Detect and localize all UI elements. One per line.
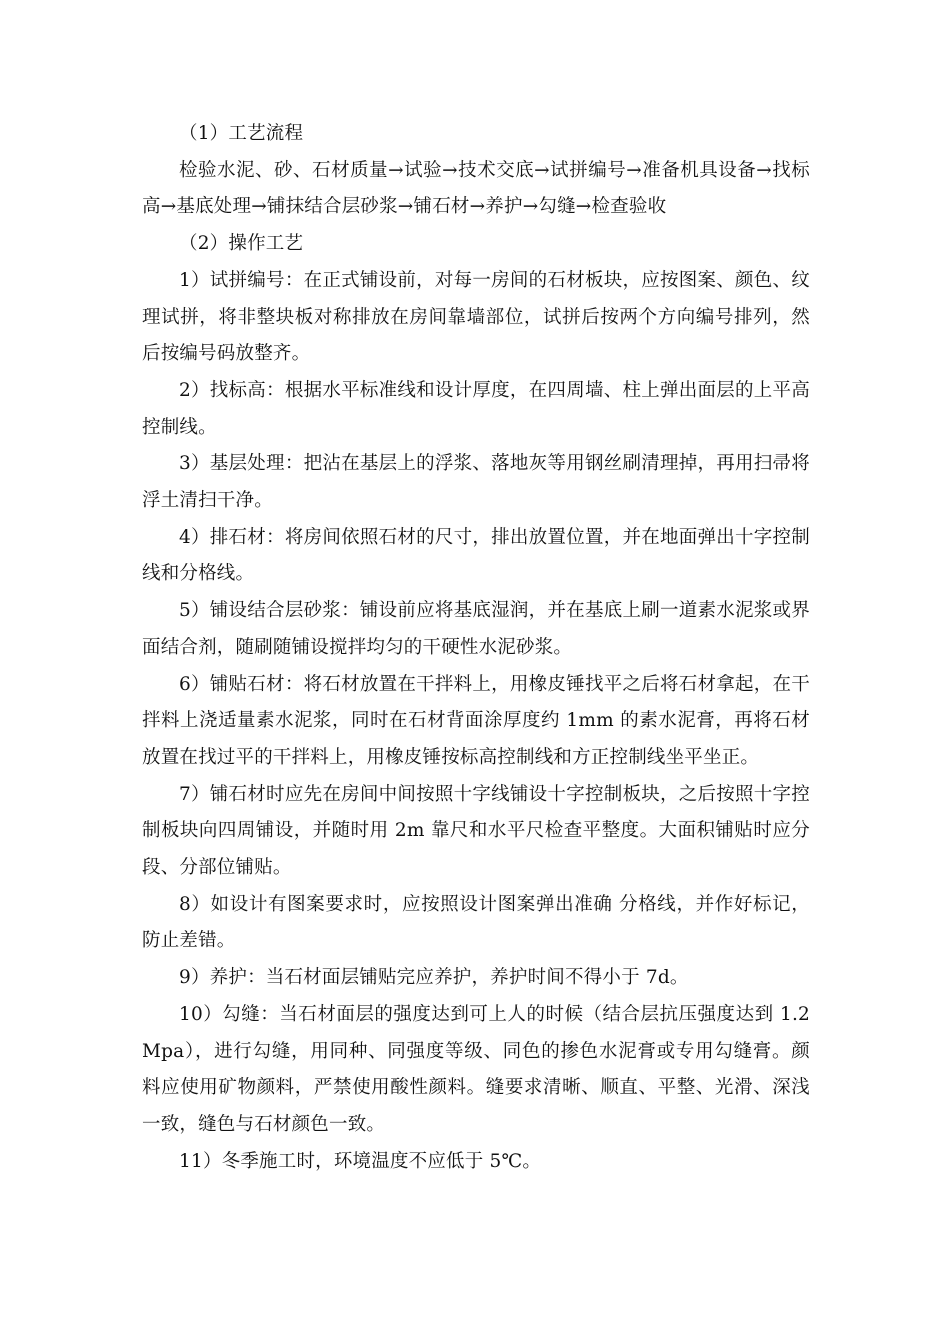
document-body: [142, 116, 810, 1180]
step-3-base-treatment: 3）基层处理：把沾在基层上的浮浆、落地灰等用钢丝刷清理掉，再用扫帚将浮土清扫干净。: [142, 453, 810, 512]
step-7-laying-sequence: 7）铺石材时应先在房间中间按照十字线铺设十字控制板块，之后按照十字控制板块向四周铺设，并随时用 2m 靠尺和水平尺检查平整度。大面积铺贴时应分段、分部位铺贴。: [142, 783, 810, 879]
step-4-layout: 4）排石材：将房间依照石材的尺寸，排出放置位置，并在地面弹出十字控制线和分格线。: [142, 526, 810, 585]
step-9-curing: 9）养护：当石材面层铺贴完应养护，养护时间不得小于 7d。: [179, 967, 689, 989]
step-1-trial-numbering: 1）试拼编号：在正式铺设前，对每一房间的石材板块，应按图案、颜色、纹理试拼，将非整块板对称排放在房间靠墙部位，试拼后按两个方向编号排列，然后按编号码放整齐。: [142, 269, 810, 365]
step-8-pattern: 8）如设计有图案要求时，应按照设计图案弹出准确 分格线，并作好标记，防止差错。: [142, 893, 810, 952]
step-5-bonding-mortar: 5）铺设结合层砂浆：铺设前应将基底湿润，并在基底上刷一道素水泥浆或界面结合剂，随刷随铺设搅拌均匀的干硬性水泥砂浆。: [142, 600, 810, 658]
section-heading-process-flow: （1）工艺流程: [179, 123, 304, 144]
step-2-elevation: 2）找标高：根据水平标准线和设计厚度，在四周墙、柱上弹出面层的上平高控制线。: [142, 379, 810, 438]
process-flow-text: 检验水泥、砂、石材质量→试验→技术交底→试拼编号→准备机具设备→找标高→基底处理→铺抹结合层砂浆→铺石材→养护→勾缝→检查验收: [142, 159, 810, 218]
step-11-winter-construction: 11）冬季施工时，环境温度不应低于 5℃。: [179, 1150, 542, 1172]
section-heading-operation: （2）操作工艺: [179, 233, 304, 255]
step-6-laying-stone: 6）铺贴石材：将石材放置在干拌料上，用橡皮锤找平之后将石材拿起，在干拌料上浇适量素水泥浆，同时在石材背面涂厚度约 1mm 的素水泥膏，再将石材放置在找过平的干拌料上，用橡皮锤按标高控制线和方正控制线坐平坐正。: [142, 673, 810, 768]
step-10-jointing: 10）勾缝：当石材面层的强度达到可上人的时候（结合层抗压强度达到 1.2Mpa），进行勾缝，用同种、同强度等级、同色的掺色水泥膏或专用勾缝膏。颜料应使用矿物颜料，严禁使用酸性颜料。缝要求清晰、顺直、平整、光滑、深浅一致，缝色与石材颜色一致。: [142, 1003, 810, 1135]
